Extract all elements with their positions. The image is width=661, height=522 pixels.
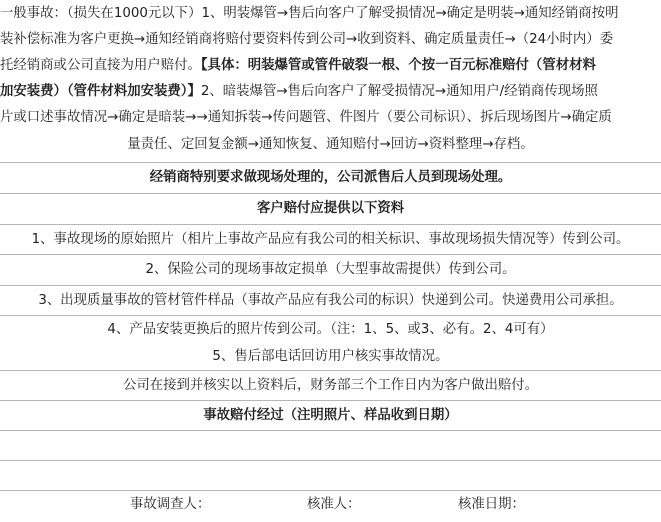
- blank-row-1: [0, 431, 661, 461]
- general-accident-line-1: 一般事故：（损失在1000元以下）1、明装爆管→售后向客户了解受损情况→确定是明装→通知经销商按明: [0, 6, 619, 21]
- signature-row: [0, 492, 661, 518]
- material-item-4-row: [0, 316, 661, 344]
- general-accident-line-3-text: 托经销商或公司直接为用户赔付。: [0, 58, 201, 73]
- material-item-2: 2、保险公司的现场事故定损单（大型事故需提供）传到公司。: [145, 262, 516, 277]
- process-heading: 事故赔付经过（注明照片、样品收到日期）: [203, 408, 458, 423]
- material-item-1-row: [0, 225, 661, 255]
- blank-row-2: [0, 461, 661, 491]
- compensation-standard-bold-cont: 加安装费）（管件材料加安装费）】: [0, 84, 201, 99]
- payout-note-row: [0, 371, 661, 401]
- dealer-onsite-note-row: [0, 163, 661, 194]
- material-item-4: 4、产品安装更换后的照片传到公司。（注：1、5、或3、必有。2、4可有）: [107, 322, 554, 337]
- material-item-5-row: [0, 344, 661, 371]
- general-accident-line-3: [0, 54, 661, 78]
- investigator-label: 事故调查人：: [130, 497, 211, 512]
- material-item-3: 3、出现质量事故的管材管件样品（事故产品应有我公司的标识）快递到公司。快递费用公司承担。: [38, 293, 623, 308]
- general-accident-section: [0, 0, 661, 163]
- material-item-3-row: [0, 286, 661, 316]
- payout-note: 公司在接到并核实以上资料后，财务部三个工作日内为客户做出赔付。: [122, 378, 539, 393]
- process-heading-row: [0, 401, 661, 431]
- general-accident-line-6: 量责任、定回复金额→通知恢复、通知赔付→回访→资料整理→存档。: [127, 137, 534, 152]
- dealer-onsite-note: 经销商特别要求做现场处理的，公司派售后人员到现场处理。: [149, 170, 512, 185]
- general-accident-line-5: 片或口述事故情况→确定是暗装→→通知拆装→传问题管、件图片（要公司标识）、拆后现场图片→确定质: [0, 110, 612, 125]
- general-accident-line-4: [0, 80, 661, 104]
- material-item-5: 5、售后部电话回访用户核实事故情况。: [212, 349, 449, 364]
- material-item-1: 1、事故现场的原始照片（相片上事故产品应有我公司的相关标识、事故现场损失情况等）传到公司。: [31, 232, 630, 247]
- concealed-pipe-text: 2、暗装爆管→售后向客户了解受损情况→通知用户/经销商传现场照: [200, 84, 598, 99]
- general-accident-line-2: 装补偿标准为客户更换→通知经销商将赔付要资料传到公司→收到资料、确定质量责任→（24小时内）委: [0, 32, 614, 47]
- materials-heading-row: [0, 194, 661, 225]
- compensation-standard-bold: 【具体：明装爆管或管件破裂一根、个按一百元标准赔付（管材材料: [200, 58, 596, 73]
- approval-date-label: 核准日期：: [458, 497, 525, 512]
- materials-heading: 客户赔付应提供以下资料: [256, 201, 405, 216]
- material-item-2-row: [0, 255, 661, 286]
- approver-label: 核准人：: [307, 497, 361, 512]
